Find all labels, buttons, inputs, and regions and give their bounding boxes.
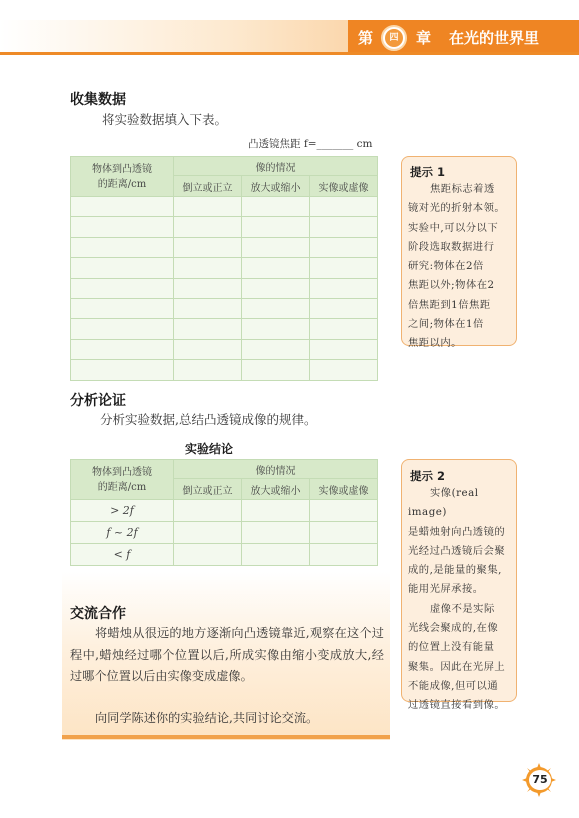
conclusion-image-info-header: 像的情况 xyxy=(174,460,378,479)
tip2-line: 不能成像,但可以通 xyxy=(408,679,499,692)
conclusion-col-size-header: 放大或缩小 xyxy=(242,479,310,500)
data-cell xyxy=(242,500,310,522)
data-cell xyxy=(174,298,242,318)
data-cell xyxy=(242,217,310,237)
data-cell xyxy=(174,360,242,380)
data-cell xyxy=(242,544,310,566)
data-cell xyxy=(310,544,378,566)
data-cell xyxy=(310,360,378,380)
data-cell xyxy=(242,360,310,380)
distance-cell xyxy=(71,217,174,237)
analysis-instruction: 分析实验数据,总结凸透镜成像的规律。 xyxy=(100,412,317,427)
table-row xyxy=(71,298,378,318)
data-cell xyxy=(310,217,378,237)
tip2-line: 是蜡烛射向凸透镜的 xyxy=(408,525,506,538)
table-row xyxy=(71,522,378,544)
data-cell xyxy=(174,522,242,544)
tip1-line: 倍焦距到1倍焦距 xyxy=(408,298,491,311)
col-type-header: 实像或虚像 xyxy=(310,176,378,197)
tip2-line: 虚像不是实际 xyxy=(430,602,495,615)
table-row xyxy=(71,197,378,217)
conclusion-col-orientation-header: 倒立或正立 xyxy=(174,479,242,500)
tip1-line: 实验中,可以分以下 xyxy=(408,221,499,234)
tip1-line: 焦距以内。 xyxy=(408,337,462,350)
table-row xyxy=(71,278,378,298)
data-cell xyxy=(174,217,242,237)
tip1-line: 阶段选取数据进行 xyxy=(408,240,495,253)
data-cell xyxy=(310,522,378,544)
table-row xyxy=(71,237,378,257)
page-number: 75 xyxy=(529,770,551,790)
data-cell xyxy=(310,298,378,318)
tip2-title: 提示 2 xyxy=(410,469,446,483)
chapter-suffix: 章 xyxy=(416,29,432,47)
collect-data-title: 收集数据 xyxy=(70,92,126,108)
data-cell xyxy=(310,197,378,217)
data-cell xyxy=(242,339,310,359)
data-cell xyxy=(242,197,310,217)
data-cell xyxy=(242,319,310,339)
data-cell xyxy=(242,258,310,278)
data-cell xyxy=(310,319,378,339)
table-row xyxy=(71,217,378,237)
col-distance-header-line1: 物体到凸透镜 xyxy=(92,163,152,175)
tip2-line: 光经过凸透镜后会聚 xyxy=(408,544,506,557)
col-distance-header-line2: 的距离/cm xyxy=(97,178,147,190)
distance-cell xyxy=(71,258,174,278)
analysis-title: 分析论证 xyxy=(70,393,126,409)
collect-instruction: 将实验数据填入下表。 xyxy=(102,112,228,127)
table-row xyxy=(71,258,378,278)
distance-cell xyxy=(71,319,174,339)
tip1-title: 提示 1 xyxy=(410,165,446,179)
col-size-header: 放大或缩小 xyxy=(242,176,310,197)
exchange-paragraph-1: 将蜡烛从很远的地方逐渐向凸透镜靠近,观察在这个过程中,蜡烛经过哪个位置以后,所成实像由缩小变成放大,经过哪个位置以后由实像变成虚像。 xyxy=(70,626,384,683)
conclusion-col-distance-header-line1: 物体到凸透镜 xyxy=(92,466,152,478)
tip2-line: 成的,是能量的聚集, xyxy=(408,564,502,577)
distance-cell xyxy=(71,360,174,380)
data-cell xyxy=(174,278,242,298)
exchange-bottom-rule xyxy=(62,735,390,739)
data-cell xyxy=(310,500,378,522)
tip1-line: 之间;物体在1倍 xyxy=(408,318,484,331)
data-cell xyxy=(310,258,378,278)
tip1-line: 焦距以外;物体在2 xyxy=(408,279,495,292)
col-distance-header xyxy=(71,157,174,197)
data-cell xyxy=(242,278,310,298)
tip1-body xyxy=(408,180,514,354)
tip1-line: 焦距标志着透 xyxy=(430,183,495,195)
exchange-title: 交流合作 xyxy=(70,606,126,622)
data-cell xyxy=(310,278,378,298)
data-cell xyxy=(242,522,310,544)
table-row xyxy=(71,319,378,339)
tip2-body xyxy=(408,484,514,716)
conclusion-col-distance-header xyxy=(71,460,174,500)
tip2-line: 光线会聚成的,在像 xyxy=(408,622,499,635)
data-cell xyxy=(174,544,242,566)
data-table xyxy=(70,156,378,381)
tip2-line: 聚集。因此在光屏上 xyxy=(408,660,506,673)
data-cell xyxy=(242,237,310,257)
image-info-header: 像的情况 xyxy=(174,157,378,176)
tip2-line: 能用光屏承接。 xyxy=(408,583,484,596)
chapter-prefix: 第 xyxy=(358,29,374,47)
data-cell xyxy=(174,339,242,359)
tip1-line: 镜对光的折射本领。 xyxy=(408,202,506,215)
chapter-title: 在光的世界里 xyxy=(449,29,540,47)
data-cell xyxy=(174,319,242,339)
data-cell xyxy=(174,197,242,217)
data-cell xyxy=(310,237,378,257)
data-cell xyxy=(174,500,242,522)
distance-range-cell: < f xyxy=(71,544,174,566)
table-row xyxy=(71,339,378,359)
table-row xyxy=(71,360,378,380)
conclusion-col-distance-header-line2: 的距离/cm xyxy=(97,481,147,493)
col-orientation-header: 倒立或正立 xyxy=(174,176,242,197)
exchange-paragraph-2: 向同学陈述你的实验结论,共同讨论交流。 xyxy=(95,711,319,725)
data-cell xyxy=(174,258,242,278)
data-cell xyxy=(310,339,378,359)
distance-range-cell: f ~ 2f xyxy=(71,522,174,544)
tip2-line: 的位置上没有能量 xyxy=(408,641,495,654)
table-row xyxy=(71,544,378,566)
conclusion-table xyxy=(70,459,378,566)
tip2-line: 过透镜直接看到像。 xyxy=(408,699,506,712)
data-cell xyxy=(174,237,242,257)
distance-cell xyxy=(71,197,174,217)
tip1-line: 研究:物体在2倍 xyxy=(408,260,484,273)
header-rule xyxy=(0,52,579,55)
chapter-number: 四 xyxy=(385,29,403,47)
distance-cell xyxy=(71,298,174,318)
distance-range-cell: > 2f xyxy=(71,500,174,522)
distance-cell xyxy=(71,339,174,359)
tip2-line: 实像(real image) xyxy=(408,487,479,519)
focal-length-line: 凸透镜焦距 f=_______ cm xyxy=(248,138,373,150)
conclusion-col-type-header: 实像或虚像 xyxy=(310,479,378,500)
data-cell xyxy=(242,298,310,318)
conclusion-title: 实验结论 xyxy=(185,442,234,456)
distance-cell xyxy=(71,237,174,257)
distance-cell xyxy=(71,278,174,298)
table-row xyxy=(71,500,378,522)
